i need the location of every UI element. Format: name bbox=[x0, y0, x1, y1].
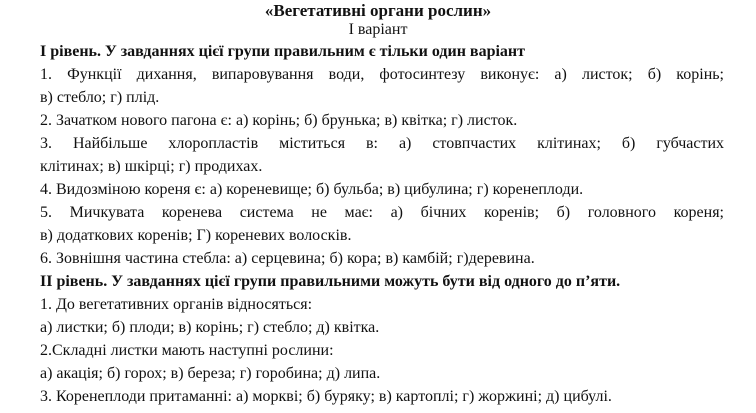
question-6: 6. Зовнішня частина стебла: а) серцевина; б) кора; в) камбій; г)деревина. bbox=[40, 250, 535, 267]
level-2-question-1-options: а) листки; б) плоди; в) корінь; г) стебло; д) квітка. bbox=[40, 319, 380, 336]
question-2: 2. Зачатком нового пагона є: а) корінь; б) брунька; в) квітка; г) листок. bbox=[40, 112, 518, 129]
question-4: 4. Видозміною кореня є: а) кореневище; б) бульба; в) цибулина; г) коренеплоди. bbox=[40, 181, 584, 198]
level-2-question-1: 1. До вегетативних органів відносяться: bbox=[40, 296, 313, 313]
question-5-line-1: 5. Мичкувата коренева система не має: а) бічних коренів; б) головного кореня; bbox=[40, 204, 724, 221]
level-2-heading: ІІ рівень. У завданнях цієї групи правильними можуть бути від одного до п’яти. bbox=[40, 273, 621, 290]
level-2-question-2-options: а) акація; б) горох; в) береза; г) горобина; д) липа. bbox=[40, 365, 381, 382]
question-1-line-1: 1. Функції дихання, випаровування води, фотосинтезу виконує: а) листок; б) корінь; bbox=[40, 66, 724, 83]
level-2-question-2: 2.Складні листки мають наступні рослини: bbox=[40, 342, 334, 359]
question-5-line-2: в) додаткових коренів; Г) кореневих волосків. bbox=[40, 227, 352, 244]
level-1-heading: І рівень. У завданнях цієї групи правильним є тільки один варіант bbox=[40, 43, 525, 60]
question-1-line-2: в) стебло; г) плід. bbox=[40, 89, 160, 106]
question-3-line-2: клітинах; в) шкірці; г) продихах. bbox=[40, 158, 263, 175]
question-3-line-1: 3. Найбільше хлоропластів міститься в: а) стовпчастих клітинах; б) губчастих bbox=[40, 135, 724, 152]
level-2-question-3: 3. Коренеплоди притаманні: а) моркві; б) буряку; в) картоплі; г) жоржині; д) цибулі. bbox=[40, 388, 612, 405]
worksheet-title: «Вегетативні органи рослин» bbox=[264, 1, 492, 20]
variant-label: І варіант bbox=[348, 21, 408, 38]
